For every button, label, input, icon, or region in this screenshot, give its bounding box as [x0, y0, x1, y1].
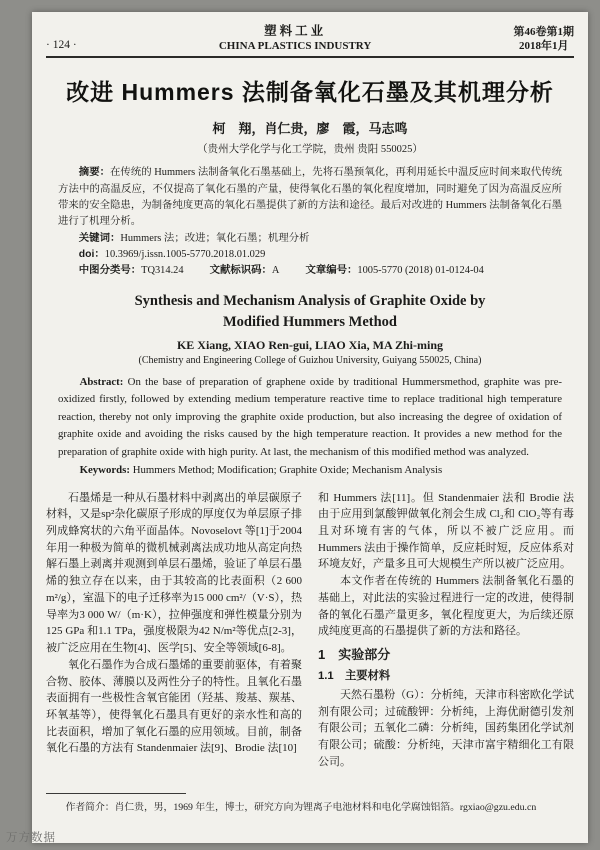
- clc-item: [79, 265, 184, 276]
- keywords-cn: [58, 231, 562, 247]
- abstract-cn-text: 在传统的 Hummers 法制备氧化石墨基础上，先将石墨预氧化，再利用延长中温反应时间来取代传统方法中的高温反应，不仅提高了氧化石墨的产量，使得氧化石墨的氧化程度增加，同时避免了因为高温反应所带来的安全隐患，为制备纯度更高的氧化石墨提供了新的方法和途径。最后对改进的 Hummers 法制备氧化石墨进行了机理分析。: [58, 167, 563, 228]
- journal-name-block: [219, 24, 371, 53]
- affiliation-cn: （贵州大学化学与化工学院，贵州 贵阳 550025）: [197, 144, 423, 156]
- authors-en: KE Xiang, XIAO Ren-gui, LIAO Xia, MA Zhi-ming: [176, 337, 444, 352]
- chinese-abstract-block: [58, 165, 562, 279]
- issue-info: [513, 25, 574, 54]
- author-footnote: [46, 793, 574, 813]
- abstract-cn: [58, 165, 562, 230]
- article-no-value: 1005-5770 (2018) 01-0124-04: [357, 265, 484, 277]
- article-no-label: 文章编号：: [305, 265, 358, 277]
- left-column: [46, 490, 302, 771]
- clc-value: TQ314.24: [141, 265, 184, 277]
- article-title-en-line2: Modified Hummers Method: [223, 313, 397, 330]
- abstract-en-label: Abstract:: [79, 375, 124, 388]
- issue-volume: 第46卷第1期: [513, 25, 574, 38]
- journal-header: [46, 24, 574, 53]
- keywords-en-label: Keywords:: [79, 464, 130, 477]
- footnote-rule: [46, 793, 186, 794]
- affiliation-en: (Chemistry and Engineering College of Guizhou University, Guiyang 550025, China): [138, 354, 482, 366]
- journal-name-en: CHINA PLASTICS INDUSTRY: [218, 39, 372, 52]
- footnote-text: 作者简介：肖仁贵，男，1969 年生，博士，研究方向为锂离子电池材料和电化学腐蚀铝箔。rgxiao@gzu.edu.cn: [65, 802, 537, 813]
- abstract-en: [58, 374, 562, 461]
- keywords-en-text: Hummers Method; Modification; Graphite Oxide; Mechanism Analysis: [132, 464, 443, 477]
- section-heading-1-1: 1.1 主要材料: [318, 669, 391, 682]
- right-paragraph-3: 天然石墨粉（G）：分析纯，天津市科密欧化学试剂有限公司；过硫酸钾：分析纯，上海优耐德引发剂有限公司；五氧化二磷：分析纯，国药集团化学试剂有限公司；硫酸：分析纯，天津市富宇精细化工有限公司。: [318, 688, 574, 768]
- article-title-en: [66, 291, 554, 333]
- wanfang-watermark: 万方数据: [6, 832, 56, 844]
- issue-date: 2018年1月: [518, 40, 569, 53]
- article-title-cn: 改进 Hummers 法制备氧化石墨及其机理分析: [66, 79, 554, 106]
- abstract-cn-label: 摘要：: [78, 167, 111, 179]
- page-number: · 124 ·: [46, 39, 77, 52]
- doc-code-value: A: [271, 265, 280, 277]
- header-rule: [46, 56, 574, 58]
- left-paragraph-2: 氧化石墨作为合成石墨烯的重要前驱体，有着聚合物、胶体、薄膜以及两性分子的特性。且氧化石墨表面拥有一些极性含氧官能团（羟基、羧基、羰基、环氧基等），使得氧化石墨具有更好的亲水性和高的比表面积，增加了氧化石墨的应用领域。目前，制备氧化石墨的方法有 Standenmaier 法[9]、Brodie 法[10]: [46, 658, 302, 755]
- right-column: [318, 490, 574, 771]
- journal-name-cn: 塑料工业: [264, 24, 327, 38]
- left-paragraph-1: 石墨烯是一种从石墨材料中剥离出的单层碳原子材料，又是sp²杂化碳原子形成的厚度仅为单层原子排列成蜂窝状的六角平面晶体。Novoselovt 等[1]于2004年用一种极为简单的微机械剥离法成功地从高定向热解石墨上剥离并观测到单层石墨烯，验证了单层石墨烯的独立存在以来，由于其较高的比表面积（2 600 m²/g），室温下的电子迁移率为15 000 cm²/（V·S），热导率为3 000 W/（m·K），拉伸强度和弹性模量分别为125 GPa 和1.1 TPa，强度极限为42 N/m²等优点[2-3]，被广泛应用在生物[4]、医学[5]、安全等领域[6-8]。: [46, 491, 302, 655]
- scanned-paper-page: [32, 12, 588, 843]
- keywords-cn-text: Hummers 法；改进；氧化石墨；机理分析: [120, 232, 310, 244]
- meta-line: [58, 263, 562, 279]
- section-heading-1: 1 实验部分: [318, 647, 391, 663]
- doi-label: doi：: [78, 249, 105, 261]
- doi-value: 10.3969/j.issn.1005-5770.2018.01.029: [104, 249, 266, 261]
- article-no-item: [305, 265, 483, 276]
- body-columns: [46, 490, 574, 771]
- doi-line: [58, 247, 562, 263]
- doc-code-label: 文献标识码：: [209, 265, 272, 277]
- authors-cn: 柯 翔，肖仁贵，廖 霞，马志鸣: [212, 121, 408, 137]
- keywords-cn-label: 关键词：: [78, 232, 121, 244]
- right-paragraph-2: 本文作者在传统的 Hummers 法制备氧化石墨的基础上，对此法的实验过程进行一定的改进，使得制备的氧化石墨产量更多，氧化程度更大，为后续还原成纯度更高的石墨提供了新的方法和路径。: [318, 575, 574, 638]
- clc-label: 中图分类号：: [78, 265, 142, 277]
- right-paragraph-1: 和 Hummers 法[11]。但 Standenmaier 法和 Brodie 法由于应用到氯酸钾做氧化剂会生成 Cl₂和 ClO₂等有毒且对环境有害的气体，所以不被广泛应用。而 Hummers 法由于操作简单，反应耗时短，反应体系对环境友好，产量多且可大规模生产所以被广泛应用。: [318, 491, 574, 571]
- article-title-en-line1: Synthesis and Mechanism Analysis of Graphite Oxide by: [134, 292, 486, 309]
- keywords-en: [58, 462, 562, 479]
- abstract-en-text: On the base of preparation of graphene oxide by traditional Hummersmethod, graphite was pre-oxidized firstly, followed by extending medium temperature reactive time to replace traditional high temperature reaction, thereby not only improving the graphite oxide production, but also increasing the degree of oxidation of graphite oxide and avoiding the risks caused by the high temperature reaction. It provides a new method for the preparation of graphite oxide with high purity. At last, the mechanism of this modified method was analyzed.: [58, 375, 563, 458]
- doc-code-item: [210, 265, 280, 276]
